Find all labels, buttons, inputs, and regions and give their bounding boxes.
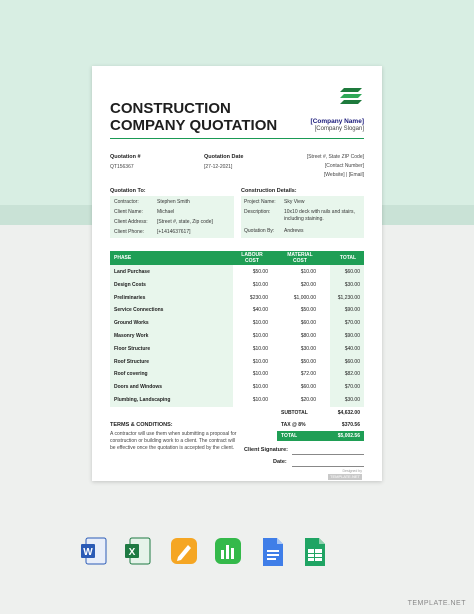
svg-text:X: X [128, 547, 136, 558]
header-material-cost [282, 252, 318, 264]
header-labour-line-2: COST [245, 258, 259, 264]
table-row [110, 394, 364, 406]
google-sheets-icon[interactable] [300, 536, 328, 568]
table-row [110, 330, 364, 342]
table-row [110, 368, 364, 380]
client-address-label: Client Address: [114, 219, 148, 225]
total-cell: $90.00 [344, 307, 360, 314]
quotation-to-heading: Quotation To: [110, 188, 146, 194]
labour-cost-cell: $10.00 [252, 333, 268, 339]
project-name-value: Sky View [284, 199, 305, 205]
phase-cell: Plumbing, Landscaping [114, 397, 171, 403]
tax-label: TAX @ 8% [281, 422, 306, 428]
tax-value: $370.56 [341, 422, 360, 428]
header-phase: PHASE [114, 255, 132, 261]
material-cost-cell: $20.00 [300, 397, 316, 403]
app-icons-row [80, 536, 400, 572]
subtotal-row [277, 408, 364, 418]
header-material-line-1: MATERIAL [287, 252, 313, 258]
phase-cell: Service Connections [114, 307, 164, 314]
client-phone-label: Client Phone: [114, 229, 145, 235]
pages-icon[interactable] [170, 536, 198, 568]
material-cost-cell: $50.00 [300, 358, 316, 365]
header-labour-line-1: LABOUR [241, 252, 263, 258]
labour-cost-cell: $10.00 [252, 384, 268, 391]
company-logo-icon [340, 88, 362, 106]
labour-cost-cell: $10.00 [252, 371, 268, 378]
total-cell: $30.00 [344, 281, 360, 288]
client-phone-value: [+1414637617] [157, 229, 191, 235]
phase-cell: Ground Works [114, 320, 149, 327]
table-row [110, 317, 364, 329]
quotation-by-label: Quotation By: [244, 228, 275, 234]
material-cost-cell: $1,000.00 [293, 294, 316, 301]
quotation-number-value: QT156367 [110, 164, 134, 170]
construction-details-heading: Construction Details: [241, 188, 297, 194]
material-cost-cell: $20.00 [300, 281, 316, 288]
description-line-1: 10x10 deck with rails and stairs, [284, 209, 355, 215]
subtotal-value: $4,632.00 [337, 410, 360, 416]
word-icon[interactable] [80, 536, 108, 568]
total-cell: $60.00 [344, 269, 360, 275]
company-contact-number: [Contact Number] [324, 163, 364, 169]
table-row [110, 356, 364, 368]
date-label: Date: [273, 459, 287, 465]
client-name-value: Michael [157, 209, 175, 215]
client-signature-line [292, 454, 364, 455]
excel-icon[interactable] [124, 536, 152, 568]
total-cell: $1,230.00 [337, 294, 360, 301]
description-label: Description: [244, 209, 271, 215]
company-address: [Street #, State ZIP Code] [306, 154, 364, 160]
total-cell: $40.00 [344, 345, 360, 352]
numbers-icon[interactable] [214, 536, 242, 568]
quotation-date-value: [27-12-2021] [204, 164, 233, 170]
labour-cost-cell: $40.00 [252, 307, 268, 314]
terms-text: A contractor will use them when submitting a proposal for construction or building work to a client. The contract will be effective once the quotation is accepted by the client. [110, 431, 237, 451]
labour-cost-cell: $50.00 [252, 269, 268, 275]
quotation-document [92, 66, 382, 481]
header-total: TOTAL [339, 255, 357, 261]
labour-cost-cell: $10.00 [252, 281, 268, 288]
svg-text:W: W [83, 547, 93, 558]
phase-cell: Land Purchase [114, 269, 150, 275]
date-line [292, 466, 364, 467]
table-row [110, 266, 364, 278]
quotation-number-label: Quotation # [110, 154, 141, 160]
company-slogan: [Company Slogan] [314, 126, 364, 132]
title-line-1: CONSTRUCTION [110, 100, 231, 117]
terms-heading: TERMS & CONDITIONS: [110, 422, 173, 428]
total-value: $5,002.56 [337, 433, 360, 439]
phase-cell: Preliminaries [114, 294, 146, 301]
material-cost-cell: $60.00 [300, 320, 316, 327]
contractor-label: Contractor: [114, 199, 139, 205]
designed-by-text: Designed by [342, 469, 362, 473]
phase-cell: Roof covering [114, 371, 148, 378]
table-row [110, 343, 364, 355]
material-cost-cell: $80.00 [300, 333, 316, 339]
company-website-email: [Website] | [Email] [323, 172, 364, 178]
table-row [110, 381, 364, 393]
brand-watermark: TEMPLATE.NET [407, 600, 466, 607]
google-docs-icon[interactable] [258, 536, 286, 568]
company-name: [Company Name] [310, 118, 364, 125]
material-cost-cell: $72.00 [300, 371, 316, 378]
contractor-value: Stephen Smith [157, 199, 190, 205]
client-address-value: [Street #, state, Zip code] [157, 219, 213, 225]
table-row [110, 279, 364, 291]
title-line-2: COMPANY QUOTATION [110, 117, 278, 134]
total-cell: $70.00 [344, 320, 360, 327]
template-watermark: TEMPLATE.NET [328, 474, 362, 480]
labour-cost-cell: $230.00 [249, 294, 268, 301]
phase-cell: Masonry Work [114, 333, 149, 339]
total-cell: $30.00 [344, 397, 360, 403]
phase-cell: Floor Structure [114, 345, 151, 352]
phase-cell: Design Costs [114, 281, 146, 288]
tax-row [277, 420, 364, 430]
header-material-line-2: COST [293, 258, 307, 264]
total-cell: $82.00 [344, 371, 360, 378]
material-cost-cell: $50.00 [300, 307, 316, 314]
total-cell: $90.00 [344, 333, 360, 339]
material-cost-cell: $30.00 [300, 345, 316, 352]
table-row [110, 292, 364, 304]
total-cell: $60.00 [344, 358, 360, 365]
subtotal-label: SUBTOTAL [281, 410, 308, 416]
labour-cost-cell: $10.00 [252, 397, 268, 403]
description-line-2: including staining. [284, 216, 324, 222]
document-title [110, 100, 277, 134]
labour-cost-cell: $10.00 [252, 358, 268, 365]
total-label: TOTAL [281, 433, 298, 439]
total-cell: $70.00 [344, 384, 360, 391]
project-name-label: Project Name: [244, 199, 276, 205]
quotation-by-value: Andrews [284, 228, 304, 234]
table-row [110, 304, 364, 316]
header-labour-cost [234, 252, 270, 264]
labour-cost-cell: $10.00 [252, 320, 268, 327]
quotation-date-label: Quotation Date [204, 154, 244, 160]
client-name-label: Client Name: [114, 209, 143, 215]
labour-cost-cell: $10.00 [252, 345, 268, 352]
table-header [110, 251, 364, 265]
phase-cell: Doors and Windows [114, 384, 163, 391]
client-signature-label: Client Signature: [244, 447, 289, 453]
material-cost-cell: $10.00 [300, 269, 316, 275]
phase-cell: Roof Structure [114, 358, 149, 365]
title-divider [110, 138, 364, 139]
material-cost-cell: $60.00 [300, 384, 316, 391]
total-row [277, 431, 364, 441]
